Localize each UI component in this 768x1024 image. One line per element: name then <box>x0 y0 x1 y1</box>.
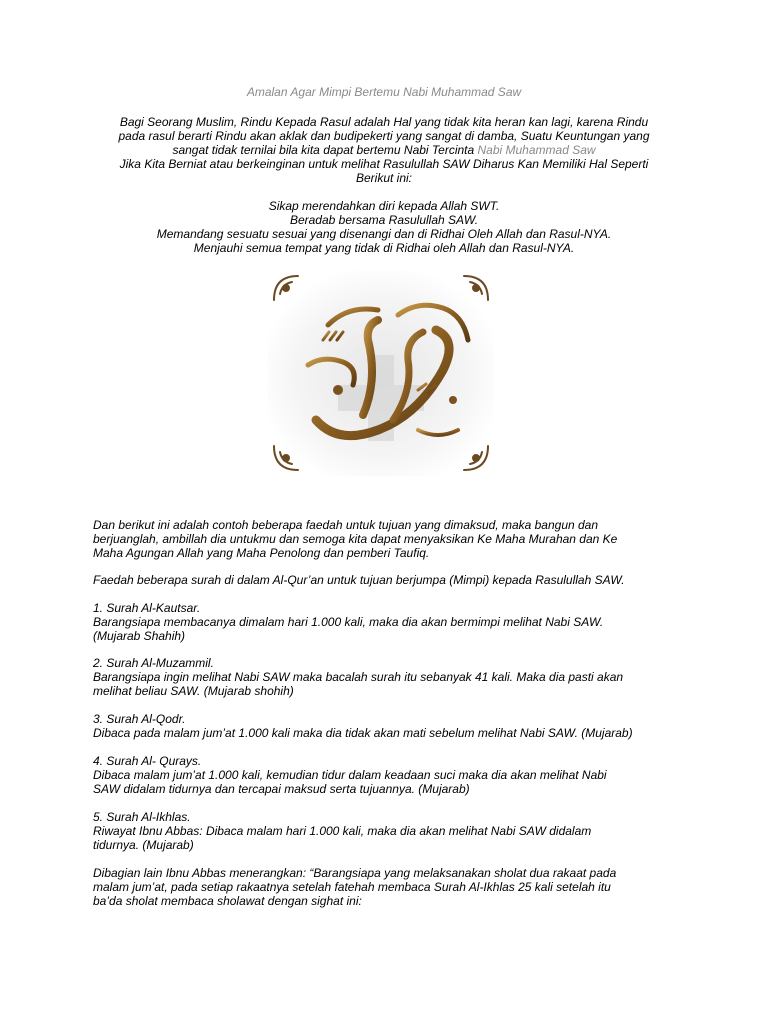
paragraph-line: Dibagian lain Ibnu Abbas menerangkan: “Barangsiapa yang melaksanakan sholat dua rakaat pada <box>93 866 617 880</box>
requirement-item: Memandang sesuatu sesuai yang disenangi dan di Ridhai Oleh Allah dan Rasul-NYA. <box>156 227 612 241</box>
intro-line: Berikut ini: <box>355 171 413 185</box>
intro-text: sangat tidak ternilai bila kita dapat bertemu Nabi Tercinta <box>172 143 478 157</box>
surah-line: Barangsiapa membacanya dimalam hari 1.000 kali, maka dia akan bermimpi melihat Nabi SAW. <box>93 615 604 629</box>
paragraph-line: berjuanglah, ambillah dia untukmu dan semoga kita dapat menyaksikan Ke Maha Murahan dan Ke <box>93 532 618 546</box>
surah-item-3 <box>93 712 683 740</box>
surah-item-1 <box>93 601 683 643</box>
surah-line: Dibaca malam jum’at 1.000 kali, kemudian tidur dalam keadaan suci maka dia akan melihat Nabi <box>93 768 607 782</box>
paragraph-line: malam jum’at, pada setiap rakaatnya setelah fatehah membaca Surah Al-Ikhlas 25 kali setelah itu <box>93 880 611 894</box>
intro-line: Jika Kita Berniat atau berkeinginan untuk melihat Rasulullah SAW Diharus Kan Memiliki Hal Seperti <box>119 157 649 171</box>
requirement-item: Sikap merendahkan diri kepada Allah SWT. <box>268 199 500 213</box>
surah-item-5 <box>93 810 683 852</box>
page-title: Amalan Agar Mimpi Bertemu Nabi Muhammad Saw <box>246 85 522 99</box>
surah-line: melihat beliau SAW. (Mujarab shohih) <box>93 684 294 698</box>
surah-line: tidurnya. (Mujarab) <box>93 838 194 852</box>
surah-line: Dibaca pada malam jum’at 1.000 kali maka dia tidak akan mati sebelum melihat Nabi SAW. (Mujarab) <box>93 726 633 740</box>
intro-line: Bagi Seorang Muslim, Rindu Kepada Rasul adalah Hal yang tidak kita heran kan lagi, karena Rindu <box>119 115 649 129</box>
requirements-list <box>90 199 678 255</box>
surah-heading: 5. Surah Al-Ikhlas. <box>93 810 191 824</box>
surah-line: Barangsiapa ingin melihat Nabi SAW maka bacalah surah itu sebanyak 41 kali. Maka dia pasti akan <box>93 670 624 684</box>
surah-item-4 <box>93 754 683 796</box>
prophet-link[interactable]: Nabi Muhammad Saw <box>477 143 596 157</box>
faedah-intro-paragraph <box>93 518 683 560</box>
ibnu-abbas-paragraph <box>93 866 683 908</box>
surah-line: (Mujarab Shahih) <box>93 629 186 643</box>
surah-heading: 2. Surah Al-Muzammil. <box>93 656 214 670</box>
intro-line <box>90 143 678 157</box>
muhammad-calligraphy-icon <box>268 270 494 476</box>
requirement-item: Menjauhi semua tempat yang tidak di Ridhai oleh Allah dan Rasul-NYA. <box>193 241 575 255</box>
intro-paragraph <box>90 115 678 185</box>
surah-line: Riwayat Ibnu Abbas: Dibaca malam hari 1.000 kali, maka dia akan melihat Nabi SAW didalam <box>93 824 592 838</box>
surah-heading: 4. Surah Al- Qurays. <box>93 754 202 768</box>
intro-line: pada rasul berarti Rindu akan aklak dan budipekerti yang sangat di damba, Suatu Keuntungan yang <box>118 129 650 143</box>
surah-heading: 3. Surah Al-Qodr. <box>93 712 186 726</box>
surah-item-2 <box>93 656 683 698</box>
paragraph-line: ba’da sholat membaca sholawat dengan sighat ini: <box>93 894 362 908</box>
surah-line: SAW didalam tidurnya dan tercapai maksud serta tujuannya. (Mujarab) <box>93 782 470 796</box>
faedah-heading-paragraph: Faedah beberapa surah di dalam Al-Qur’an untuk tujuan berjumpa (Mimpi) kepada Rasulullah SAW. <box>93 573 625 587</box>
paragraph-line: Dan berikut ini adalah contoh beberapa faedah untuk tujuan yang dimaksud, maka bangun dan <box>93 518 599 532</box>
requirement-item: Beradab bersama Rasulullah SAW. <box>289 213 479 227</box>
paragraph-line: Maha Agungan Allah yang Maha Penolong dan pemberi Taufiq. <box>93 546 430 560</box>
surah-heading: 1. Surah Al-Kautsar. <box>93 601 201 615</box>
